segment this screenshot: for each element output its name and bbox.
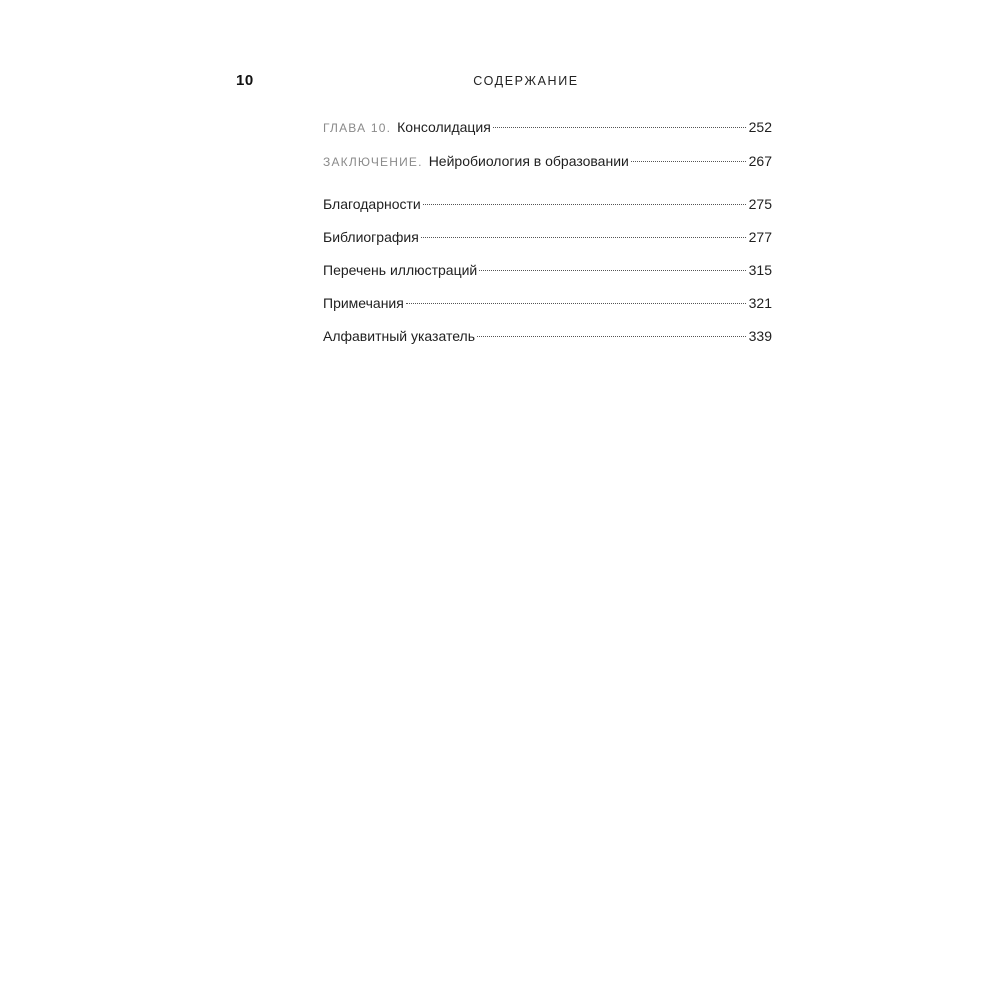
page-number: 10 <box>236 72 254 89</box>
dot-leader <box>479 270 746 271</box>
table-of-contents <box>323 115 772 346</box>
dot-leader <box>631 161 746 162</box>
toc-entry-prefix: ГЛАВА 10. <box>323 121 392 135</box>
toc-entry-page: 252 <box>748 119 772 135</box>
toc-entry-title: Нейробиология в образовании <box>428 153 629 169</box>
toc-entry-prefix: ЗАКЛЮЧЕНИЕ. <box>323 155 423 169</box>
dot-leader <box>406 303 746 304</box>
toc-entry-page: 267 <box>748 153 772 169</box>
toc-entry-page: 321 <box>748 295 772 311</box>
toc-entry-acknowledgements[interactable] <box>323 194 772 214</box>
dot-leader <box>421 237 746 238</box>
toc-entry-index[interactable] <box>323 326 772 346</box>
toc-entry-page: 277 <box>748 229 772 245</box>
toc-entry-notes[interactable] <box>323 293 772 313</box>
toc-entry-title: Консолидация <box>397 119 491 135</box>
toc-entry-title: Примечания <box>323 295 404 311</box>
toc-entry-title: Алфавитный указатель <box>323 328 475 344</box>
toc-entry-chapter-10[interactable] <box>323 117 772 138</box>
toc-entry-conclusion[interactable] <box>323 151 772 172</box>
toc-entry-title: Библиография <box>323 229 419 245</box>
toc-entry-page: 275 <box>748 196 772 212</box>
toc-entry-page: 315 <box>748 262 772 278</box>
dot-leader <box>423 204 746 205</box>
toc-entry-page: 339 <box>748 328 772 344</box>
running-head: СОДЕРЖАНИЕ <box>473 74 579 88</box>
toc-entry-bibliography[interactable] <box>323 227 772 247</box>
toc-entry-title: Благодарности <box>323 196 421 212</box>
toc-entry-title: Перечень иллюстраций <box>323 262 478 278</box>
dot-leader <box>477 336 746 337</box>
dot-leader <box>493 127 746 128</box>
toc-entry-illustrations[interactable] <box>323 260 772 280</box>
